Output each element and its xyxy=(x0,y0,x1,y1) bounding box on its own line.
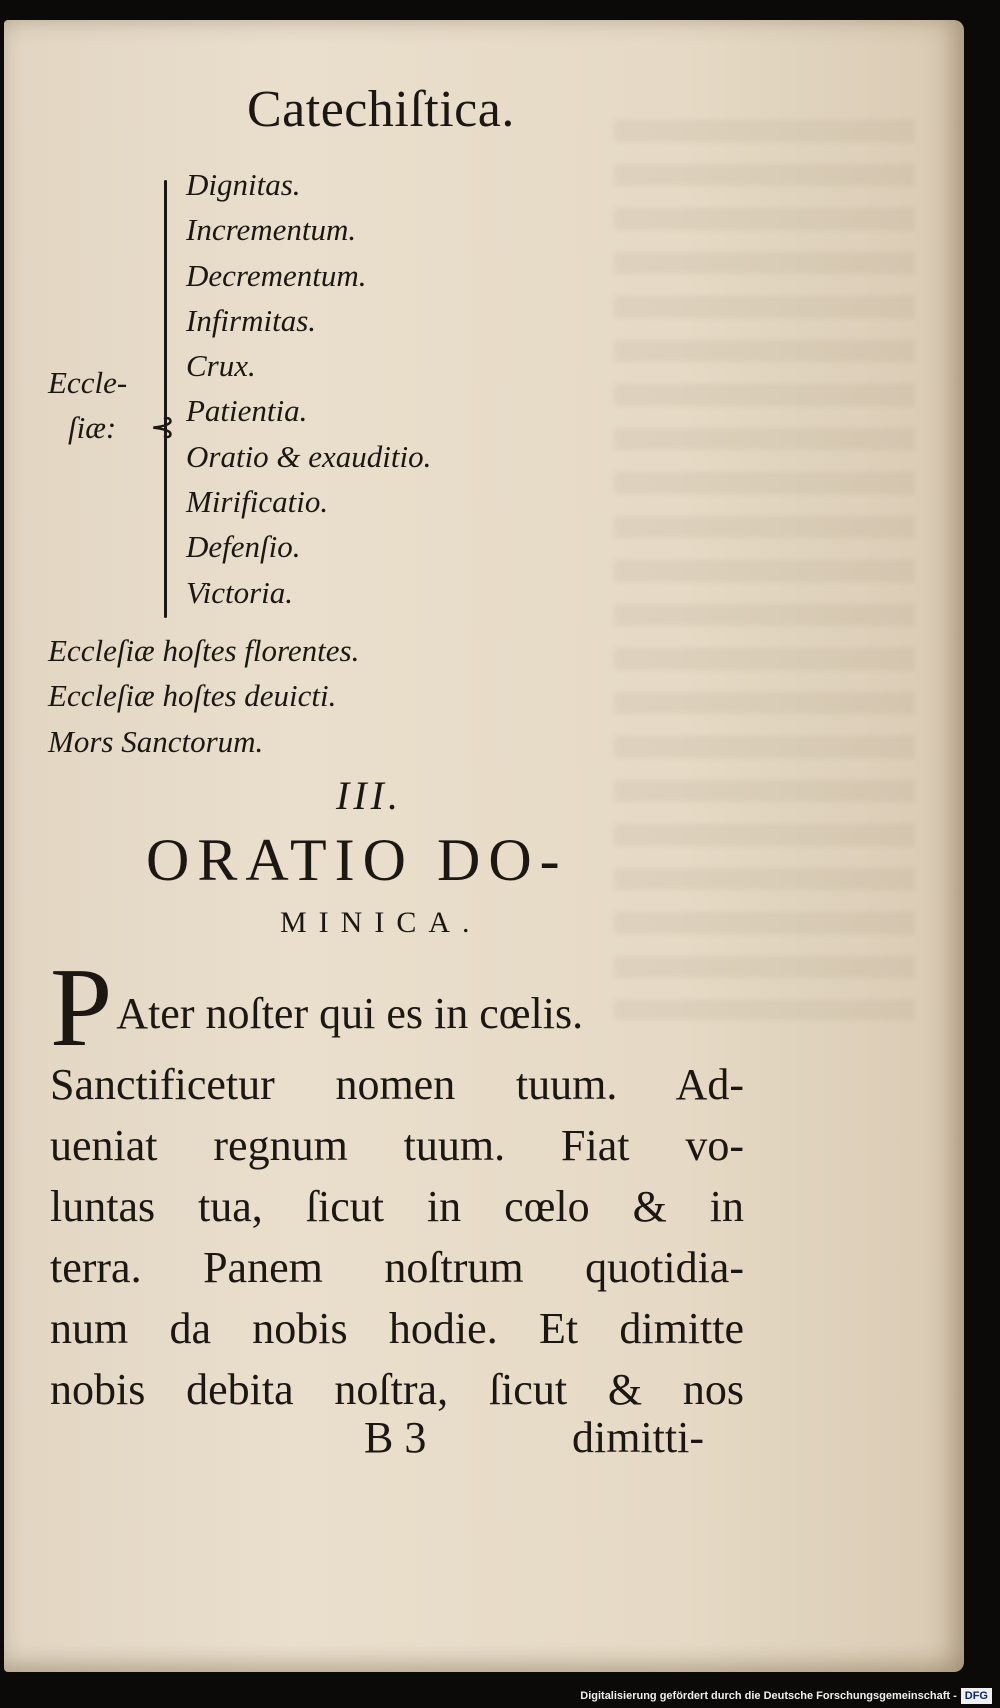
drop-cap: P xyxy=(50,946,113,1070)
signature-mark: B 3 xyxy=(364,1413,427,1462)
section-title-line1: ORATIO DO- xyxy=(146,827,568,893)
brace-item-victoria: Victoria. xyxy=(186,574,294,610)
brace-item-infirmitas: Infirmitas. xyxy=(186,302,317,338)
after-list xyxy=(48,628,748,764)
brace-item-mirificatio: Mirificatio. xyxy=(186,484,329,520)
section-numeral: III. xyxy=(336,773,402,818)
after-item: Eccleſiæ hoſtes florentes. xyxy=(48,633,360,668)
body-first-line: Ater noſter qui es in cœlis. xyxy=(116,989,584,1038)
brace-item-defensio: Defenſio. xyxy=(186,529,301,565)
body-line: ueniat regnum tuum. Fiat vo- xyxy=(50,1121,744,1170)
brace-item-incrementum: Incrementum. xyxy=(186,212,357,248)
brace-line xyxy=(164,180,167,618)
brace-item-oratio: Oratio & exauditio. xyxy=(186,438,432,474)
brace-point: ⊰ xyxy=(150,411,176,444)
after-item: Mors Sanctorum. xyxy=(48,723,264,759)
brace-item-crux: Crux. xyxy=(186,348,256,384)
digitization-footer xyxy=(580,1686,992,1706)
dfg-logo: DFG xyxy=(961,1688,992,1704)
brace-label-line: ſiæ: xyxy=(68,410,117,445)
running-head: Catechiſtica. xyxy=(247,81,515,138)
prayer-text xyxy=(50,946,744,1420)
footer-text: Digitalisierung gefördert durch die Deutsche Forschungsgemeinschaft - xyxy=(580,1690,957,1702)
body-line: luntas tua, ſicut in cœlo & in xyxy=(50,1182,744,1231)
book-page xyxy=(4,20,964,1672)
brace-list xyxy=(186,162,606,615)
brace-item-decrementum: Decrementum. xyxy=(186,257,367,293)
section-title-line2: MINICA. xyxy=(280,906,482,939)
body-line: terra. Panem noſtrum quotidia- xyxy=(50,1243,744,1292)
after-item: Eccleſiæ hoſtes deuicti. xyxy=(48,678,337,714)
brace-item-dignitas: Dignitas. xyxy=(186,167,301,202)
body-line: num da nobis hodie. Et dimitte xyxy=(50,1304,744,1353)
brace-label-line: Eccle- xyxy=(48,365,128,400)
catchword: dimitti- xyxy=(572,1413,704,1462)
brace-label xyxy=(48,360,158,450)
body-line: nobis debita noſtra, ſicut & nos xyxy=(50,1365,744,1414)
body-line: Sanctificetur nomen tuum. Ad- xyxy=(50,1060,744,1109)
brace-item-patientia: Patientia. xyxy=(186,393,308,429)
